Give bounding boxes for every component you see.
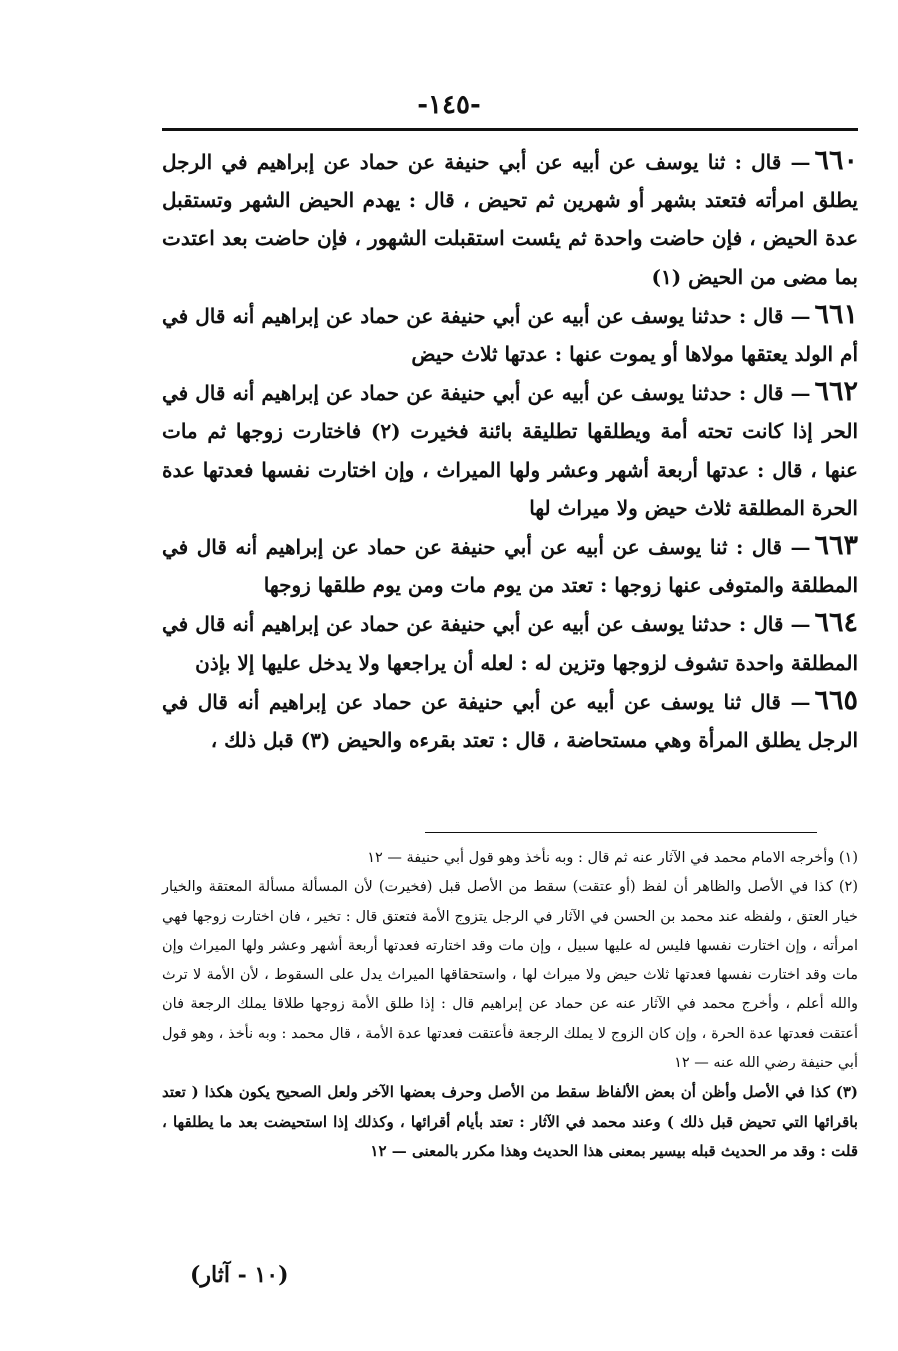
entry-text: — قال : حدثنا يوسف عن أبيه عن أبي حنيفة عن حماد عن إبراهيم أنه قال في أم الولد يعتقها مولاها أو يموت عنها : عدتها ثلاث حيض bbox=[162, 303, 858, 367]
entry-number: ٦٦٠ bbox=[814, 145, 858, 176]
entry-text: — قال : حدثنا يوسف عن أبيه عن أبي حنيفة عن حماد عن إبراهيم أنه قال في الحر إذا كانت تحته أمة ويطلقها تطليقة بائنة فخيرت (٢) فاختارت زوجها ثم مات عنها ، قال : عدتها أربعة أشهر وعشر ولها الميراث ، وإن اختارت نفسها فعدتها عدة الحرة المطلقة ثلاث حيض ولا ميراث لها bbox=[162, 381, 858, 520]
signature-mark: (١٠ - آثار) bbox=[190, 1262, 289, 1288]
entry-text: — قال : ثنا يوسف عن أبيه عن أبي حنيفة عن حماد عن إبراهيم في الرجل يطلق امرأته فتعتد بشهر أو شهرين ثم تحيض ، قال : يهدم الحيض الشهر وتستقبل عدة الحيض ، فإن حاضت واحدة ثم يئست استقبلت الشهور ، فإن حاضت بعد اعتدت بما مضى من الحيض (١) bbox=[162, 150, 858, 289]
entry-number: ٦٦٢ bbox=[814, 376, 858, 408]
footnote-2: (٢) كذا في الأصل والظاهر أن لفظ (أو عتقت) سقط من الأصل قبل (فخيرت) لأن المسألة مسألة المعتقة والخيار خيار العتق ، ولفظه عند محمد بن الحسن في الآثار في الرجل يتزوج الأمة فتعتق قال : تخير ، فان اختارت زوجها فهي امرأته ، وإن اختارت نفسها فليس له عليها سبيل ، وإن مات وقد اختارته فعدتها أربعة أشهر وعشر ولها الميراث وإن مات وقد اختارت نفسها فعدتها ثلاث حيض ولا ميراث لها ، واستحقاقها الميراث يدل على السقوط ، لأن الأمة لا ترث والله أعلم ، وأخرج محمد في الآثار عنه عن حماد عن إبراهيم قال : إذا طلق الأمة زوجها طلاقا يملك الرجعة فان أعتقت فعدتها عدة الحرة ، وإن كان الزوج لا يملك الرجعة فأعتقت فعدتها عدة الأمة ، قال محمد : وبه نأخذ ، وهو قول أبي حنيفة رضي الله عنه — ١٢ bbox=[162, 879, 858, 1072]
main-text bbox=[162, 142, 858, 759]
entry-text: — قال : ثنا يوسف عن أبيه عن أبي حنيفة عن حماد عن إبراهيم أنه قال في المطلقة والمتوفى عنها زوجها : تعتد من يوم مات ومن يوم طلقها زوجها bbox=[162, 535, 858, 598]
page-number: -١٤٥- bbox=[417, 90, 481, 120]
entry-text: — قال ثنا يوسف عن أبيه عن أبي حنيفة عن حماد عن إبراهيم أنه قال في الرجل يطلق المرأة وهي مستحاضة ، قال : تعتد بقرءه والحيض (٣) قبل ذلك ، bbox=[162, 689, 858, 753]
footnote-3: (٣) كذا في الأصل وأظن أن بعض الألفاظ سقط من الأصل وحرف بعضها الآخر ولعل الصحيح يكون هكذا ( تعتد باقرائها التي تحيض قبل ذلك ) وعند محمد في الآثار : تعتد بأيام أقرائها ، وكذلك إذا استحيضت بعد ما يطلقها ، قلت : وقد مر الحديث قبله بيسير بمعنى هذا الحديث وهذا مكرر بالمعنى — ١٢ bbox=[162, 1083, 858, 1160]
entry-660 bbox=[162, 142, 858, 296]
header-rule bbox=[162, 128, 858, 131]
entry-text: — قال : حدثنا يوسف عن أبيه عن أبي حنيفة عن حماد عن إبراهيم أنه قال في المطلقة واحدة تشوف لزوجها وتزين له : لعله أن يراجعها ولا يدخل عليها إلا بإذن bbox=[162, 612, 858, 675]
entry-663 bbox=[162, 527, 858, 604]
entry-662 bbox=[162, 373, 858, 527]
entry-number: ٦٦٥ bbox=[814, 684, 858, 716]
entry-number: ٦٦٤ bbox=[814, 607, 858, 639]
entry-661 bbox=[162, 296, 858, 373]
footnotes bbox=[162, 844, 858, 1166]
footnote-rule bbox=[425, 832, 817, 833]
footnote-1: (١) وأخرجه الامام محمد في الآثار عنه ثم قال : وبه نأخذ وهو قول أبي حنيفة — ١٢ bbox=[367, 850, 858, 866]
entry-number: ٦٦٣ bbox=[814, 530, 858, 562]
entry-665 bbox=[162, 682, 858, 759]
entry-664 bbox=[162, 604, 858, 681]
entry-number: ٦٦١ bbox=[814, 298, 858, 330]
